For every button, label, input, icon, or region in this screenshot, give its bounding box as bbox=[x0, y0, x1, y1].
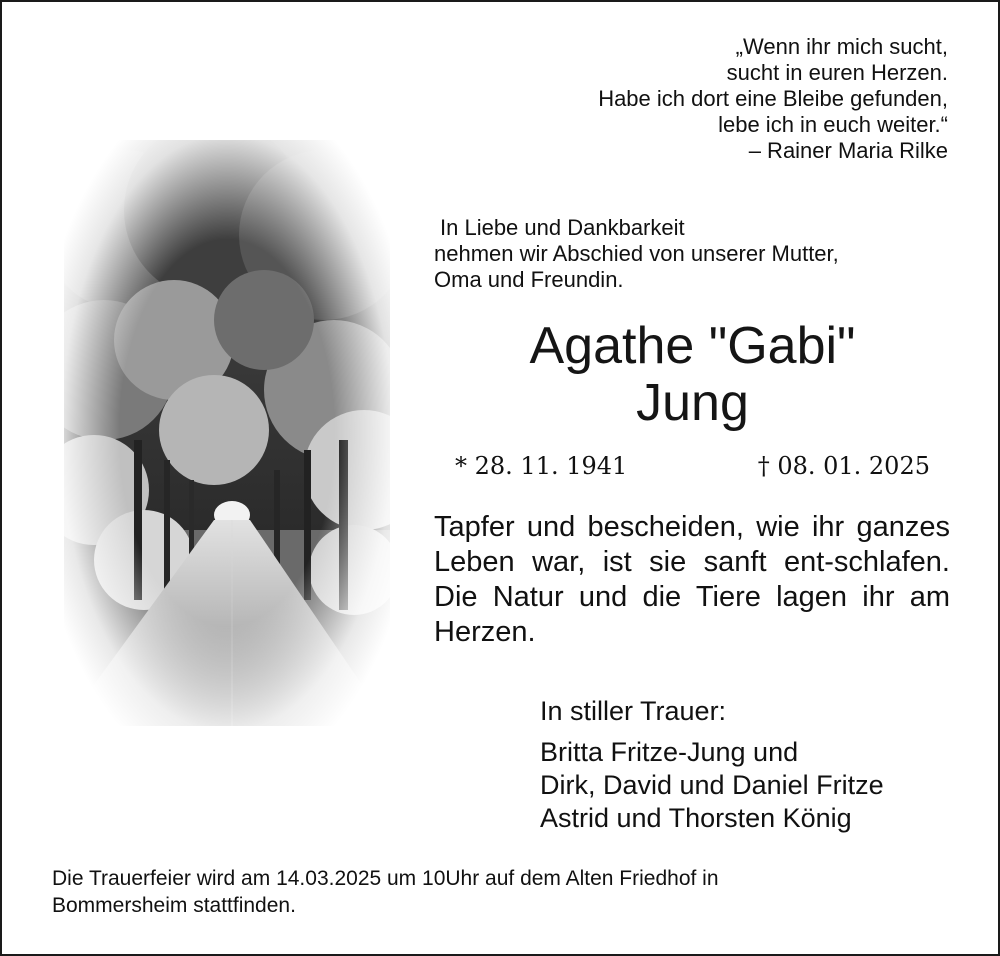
intro-text bbox=[434, 215, 954, 293]
life-dates bbox=[455, 452, 930, 486]
funeral-info bbox=[52, 865, 932, 919]
mourner-name: Astrid und Thorsten König bbox=[540, 803, 852, 833]
mourner-name: Dirk, David und Daniel Fritze bbox=[540, 770, 884, 800]
intro-line: Oma und Freundin. bbox=[434, 267, 624, 292]
mourners-block bbox=[540, 695, 970, 835]
rilke-quote bbox=[448, 34, 948, 164]
deceased-name-line: Agathe "Gabi" bbox=[529, 317, 856, 375]
mourning-heading: In stiller Trauer: bbox=[540, 696, 727, 726]
deceased-surname: Jung bbox=[636, 374, 749, 432]
quote-line: lebe ich in euch weiter.“ bbox=[718, 112, 948, 137]
tribute-text: Tapfer und bescheiden, wie ihr ganzes Leben war, ist sie sanft ent-schlafen. Die Natur und die Tiere lagen ihr am Herzen. bbox=[434, 511, 950, 648]
mourner-name: Britta Fritze-Jung und bbox=[540, 737, 799, 767]
deceased-name bbox=[420, 318, 965, 432]
funeral-info-line: Bommersheim stattfinden. bbox=[52, 894, 296, 917]
intro-line: nehmen wir Abschied von unserer Mutter, bbox=[434, 241, 839, 266]
death-date: † 08. 01. 2025 bbox=[757, 452, 930, 480]
birth-date: * 28. 11. 1941 bbox=[455, 452, 628, 480]
quote-line: „Wenn ihr mich sucht, bbox=[735, 34, 948, 59]
funeral-info-line: Die Trauerfeier wird am 14.03.2025 um 10Uhr auf dem Alten Friedhof in bbox=[52, 867, 719, 890]
tree-lined-avenue-photo bbox=[64, 140, 390, 726]
quote-author: – Rainer Maria Rilke bbox=[748, 138, 948, 163]
quote-line: Habe ich dort eine Bleibe gefunden, bbox=[598, 86, 948, 111]
quote-line: sucht in euren Herzen. bbox=[726, 60, 948, 85]
intro-line: In Liebe und Dankbarkeit bbox=[440, 215, 685, 240]
